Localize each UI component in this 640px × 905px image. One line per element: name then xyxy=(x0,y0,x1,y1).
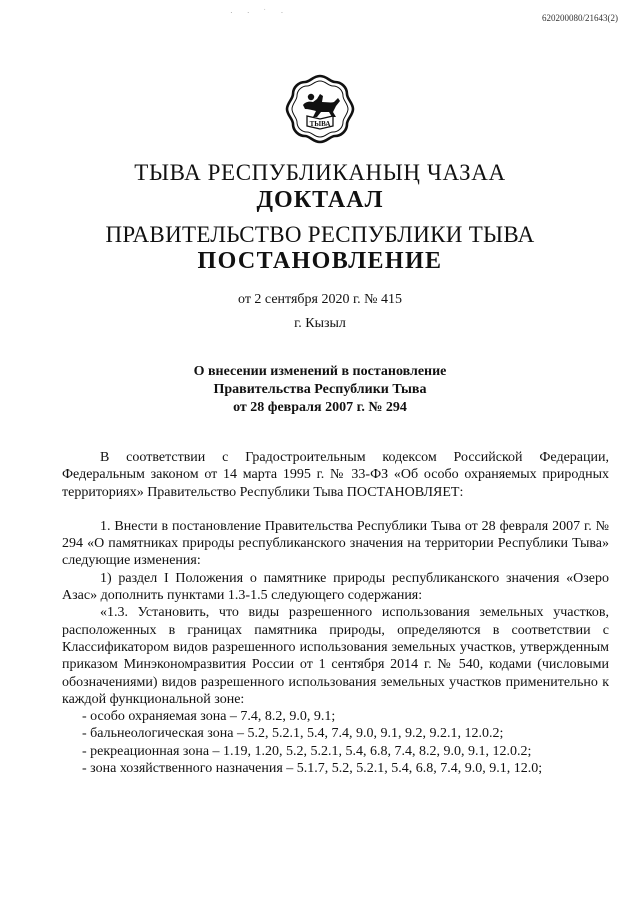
russian-government-heading: ПРАВИТЕЛЬСТВО РЕСПУБЛИКИ ТЫВА xyxy=(105,222,535,247)
title-line-1: О внесении изменений в постановление xyxy=(193,364,447,379)
preamble-paragraph: В соответствии с Градостроительным кодексом Российской Федерации, Федеральным законом от 14 марта 1995 г. № 33-ФЗ «Об особо охраняемых природных территориях» Правительство Республики Тыва ПОСТАНОВЛЯЕТ: xyxy=(62,450,609,500)
zone-list-item: - бальнеологическая зона – 5.2, 5.2.1, 5.4, 7.4, 9.0, 9.1, 9.2, 9.2.1, 12.0.2; xyxy=(82,726,504,742)
tuva-emblem-icon xyxy=(283,72,357,146)
clause-1-paragraph: 1. Внести в постановление Правительства Республики Тыва от 28 февраля 2007 г. № 294 «О памятниках природы республиканского значения на территории Республики Тыва» следующие изменения: xyxy=(62,518,609,569)
title-line-3: от 28 февраля 2007 г. № 294 xyxy=(233,400,407,415)
tuvan-document-type: ДОКТААЛ xyxy=(256,187,384,213)
clause-1-1-paragraph: 1) раздел I Положения о памятнике природы республиканского значения «Озеро Азас» дополнить пунктами 1.3-1.5 следующего содержания: xyxy=(62,570,609,604)
document-title xyxy=(0,363,640,417)
emblem-caption: ТЫВА xyxy=(309,120,331,128)
russian-document-type: ПОСТАНОВЛЕНИЕ xyxy=(197,248,443,274)
zone-list-item: - особо охраняемая зона – 7.4, 8.2, 9.0, 9.1; xyxy=(82,709,336,725)
title-line-2: Правительства Республики Тыва xyxy=(213,382,427,397)
document-body xyxy=(62,449,609,777)
zone-list-item: - зона хозяйственного назначения – 5.1.7, 5.2, 5.2.1, 5.4, 6.8, 7.4, 9.0, 9.1, 12.0; xyxy=(82,761,543,777)
zone-list-item: - рекреационная зона – 1.19, 1.20, 5.2, 5.2.1, 5.4, 6.8, 7.4, 8.2, 9.0, 9.1, 12.0.2; xyxy=(82,743,532,759)
document-city: г. Кызыл xyxy=(294,316,346,331)
document-id: 620200080/21643(2) xyxy=(542,13,618,23)
tuvan-government-heading: ТЫВА РЕСПУБЛИКАНЫҢ ЧАЗАА xyxy=(134,160,506,185)
clause-1-3-paragraph: «1.3. Установить, что виды разрешенного использования земельных участков, расположенных в границах памятника природы, определяются в соответствии с Классификатором видов разрешенного использования земельных участков, утвержденным приказом Минэкономразвития России от 1 сентября 2014 г. № 540, кодами (числовыми обозначениями) видов разрешенного использования земельных участков применительно к каждой функциональной зоне: xyxy=(62,605,609,707)
document-date-number: от 2 сентября 2020 г. № 415 xyxy=(238,292,402,307)
scan-specks: · · ˙ · xyxy=(230,8,290,17)
